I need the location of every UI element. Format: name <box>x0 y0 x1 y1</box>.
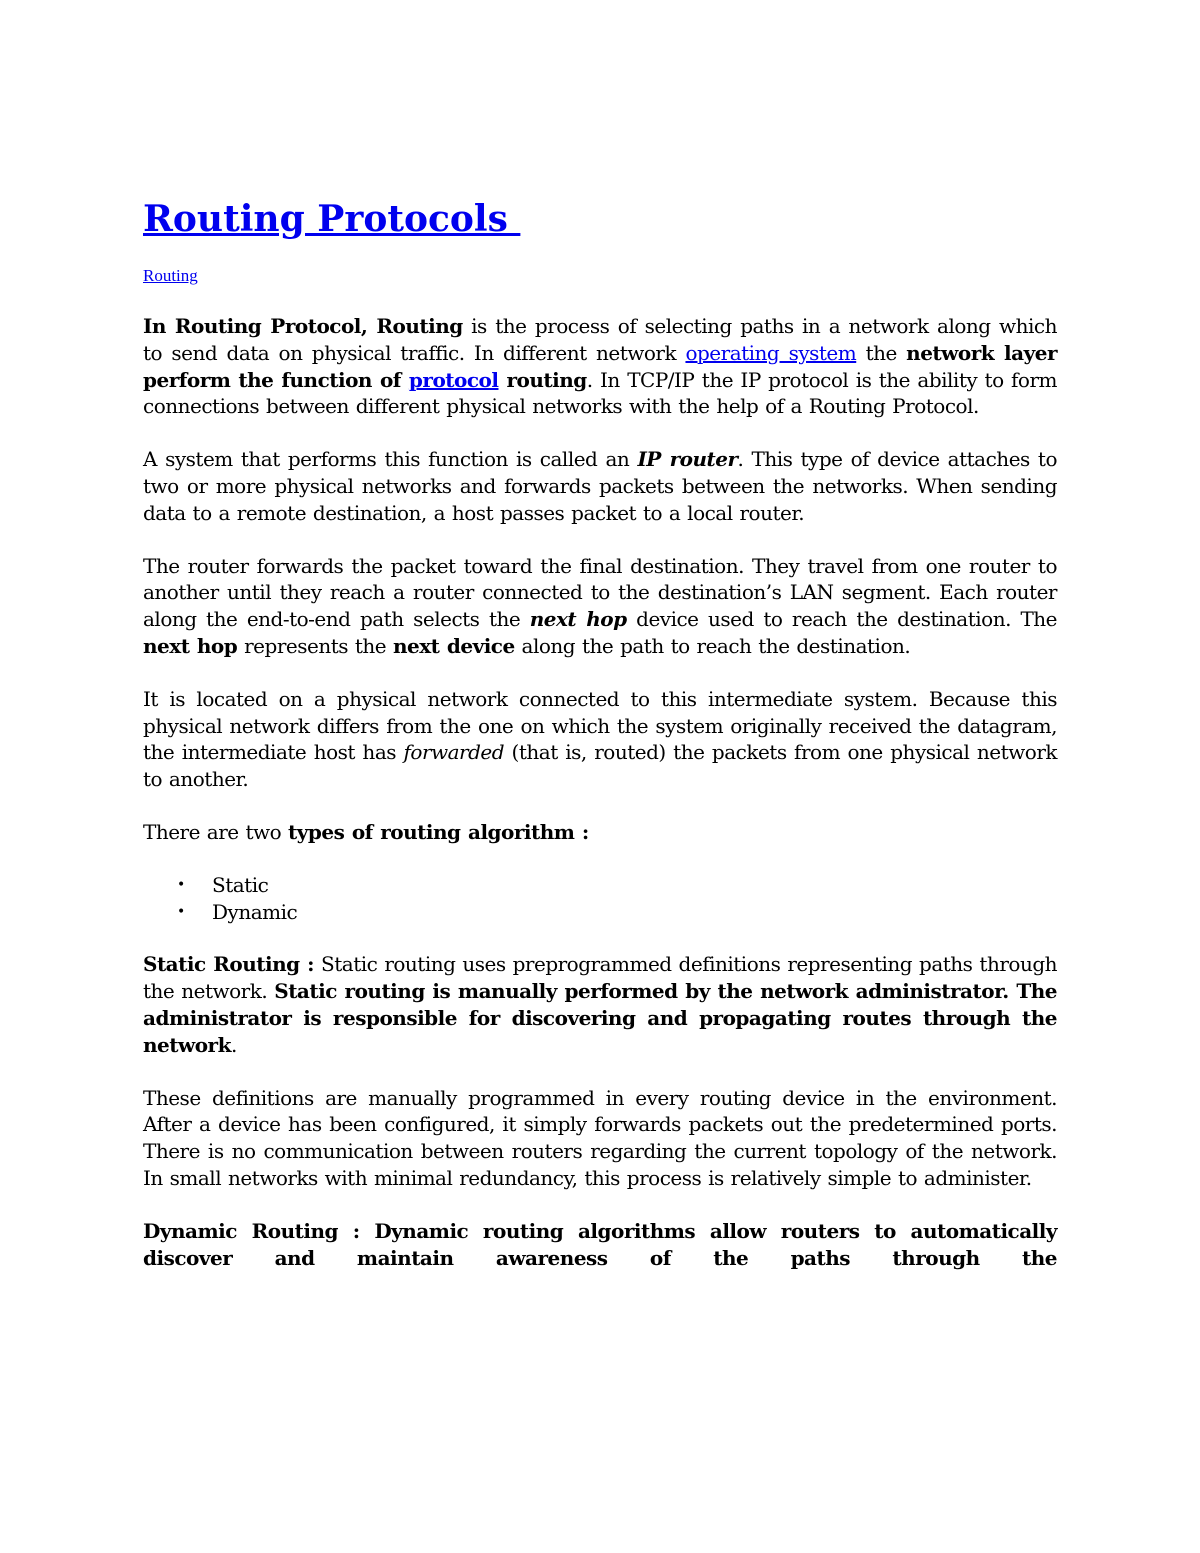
bullet-icon: • <box>177 876 185 893</box>
document-page <box>143 192 1057 1271</box>
paragraph-static-routing <box>143 951 1057 1058</box>
protocol-link-label: protocol <box>408 367 499 392</box>
paragraph-definitions: These definitions are manually programmed in every routing device in the environment. After a device has been configured, it simply forwards packets out the predetermined ports. There is no communication between routers regarding the current topology of the network. In small networks with minimal redundancy, this process is relatively simple to administer. <box>143 1085 1057 1190</box>
intro-bold-lead: In Routing Protocol, Routing <box>143 314 463 338</box>
dynamic-routing-bold: Dynamic Routing : Dynamic routing algorithms allow routers to automatically discover and maintain awareness of the paths through the <box>143 1218 1057 1270</box>
intro-text-2: the <box>856 340 907 365</box>
next-hop-term: next hop <box>529 607 627 632</box>
intro-text-3: . In TCP/IP the IP protocol is the ability to form connections between different physical networks with the help of a Routing Protocol. <box>143 367 1057 419</box>
bullet-icon: • <box>177 903 185 920</box>
forwarded-term: forwarded <box>403 740 505 765</box>
paragraph-next-hop <box>143 553 1057 660</box>
paragraph-intro <box>143 313 1057 420</box>
list-item-label: Static <box>212 872 269 897</box>
list-item <box>169 899 1057 926</box>
types-intro-bold: types of routing algorithm : <box>288 819 589 844</box>
next-hop-text-4: along the path to reach the destination. <box>514 633 911 658</box>
list-item <box>169 872 1057 899</box>
ip-router-text: A system that performs this function is called an <box>143 447 638 472</box>
routing-types-list <box>143 872 1057 926</box>
static-routing-text: Static routing uses preprogrammed definitions representing paths through the network. <box>143 952 1058 1004</box>
intro-text: is the process of selecting paths in a network along which to send data on physical traffic. In different network <box>143 314 1057 365</box>
types-intro-text: There are two <box>143 819 289 844</box>
paragraph-forwarded <box>143 686 1057 793</box>
ip-router-text-2: . This type of device attaches to two or more physical networks and forwards packets between the networks. When sending data to a remote destination, a host passes packet to a local router. <box>143 447 1057 525</box>
next-hop-bold: next hop <box>143 633 238 658</box>
forwarded-text: It is located on a physical network connected to this intermediate system. Because this physical network differs from the one on which the system originally received the datagram, the intermediate host has <box>143 686 1057 765</box>
static-routing-bold: Static routing is manually performed by the network administrator. The administrator is responsible for discovering and propagating routes through the network <box>143 979 1058 1057</box>
static-routing-heading: Static Routing : <box>143 952 315 977</box>
breadcrumb-routing-link[interactable]: Routing <box>143 266 198 285</box>
operating-system-link[interactable]: operating system <box>685 340 857 365</box>
ip-router-term: IP router <box>637 447 738 472</box>
paragraph-types-intro <box>143 819 1057 846</box>
static-routing-period: . <box>230 1032 237 1057</box>
paragraph-ip-router <box>143 446 1057 526</box>
next-hop-text: The router forwards the packet toward the final destination. They travel from one router to another until they reach a router connected to the destination’s LAN segment. Each router along the end-to-end path selects the <box>143 553 1057 632</box>
next-device-bold: next device <box>392 633 515 658</box>
next-hop-text-3: represents the <box>237 633 393 658</box>
intro-bold-network-layer: network layer perform the function of <box>143 340 1057 392</box>
protocol-link[interactable] <box>409 368 499 392</box>
forwarded-text-2: (that is, routed) the packets from one physical network to another. <box>143 740 1057 792</box>
next-hop-text-2: device used to reach the destination. The <box>626 607 1057 632</box>
list-item-label: Dynamic <box>212 899 298 924</box>
page-title[interactable]: Routing Protocols <box>143 198 521 240</box>
paragraph-dynamic-routing <box>143 1218 1057 1272</box>
intro-bold-routing: routing <box>498 367 587 392</box>
